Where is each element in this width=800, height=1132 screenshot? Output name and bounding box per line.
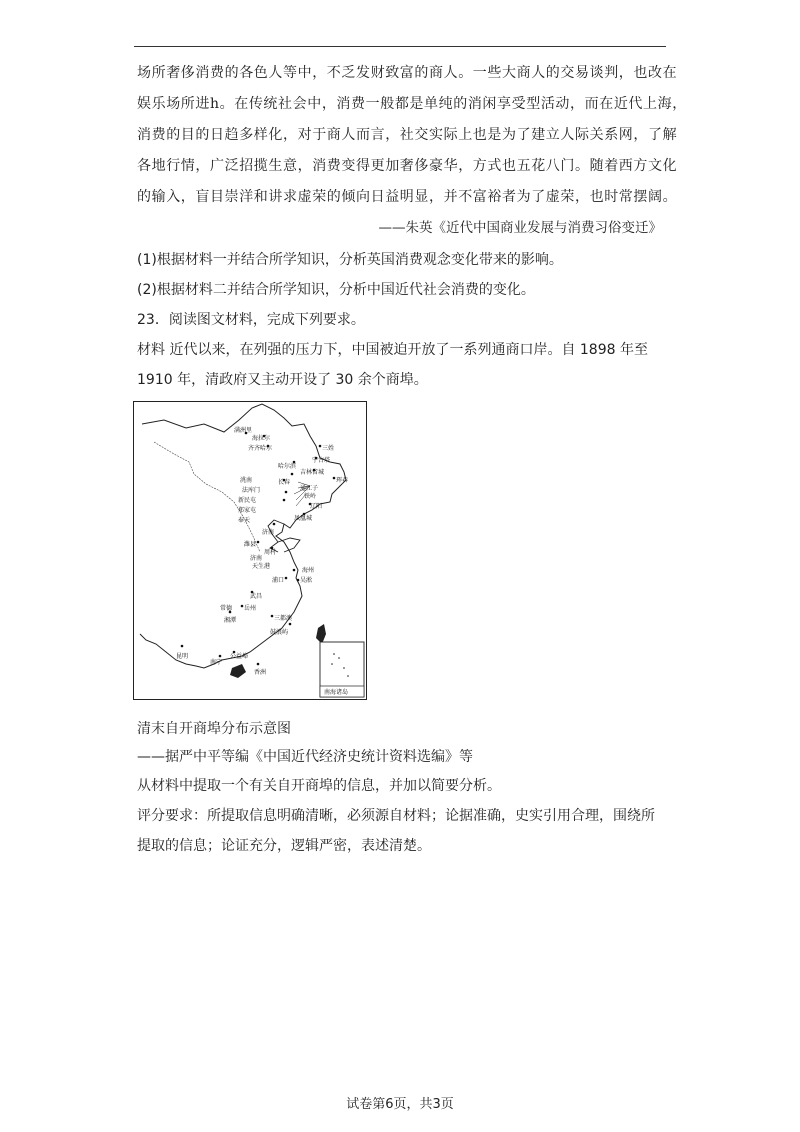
hainan-island [230, 664, 246, 678]
map-label: 济南 [262, 529, 275, 536]
map-label: 洮南 [240, 477, 253, 484]
map-label: 宁古塔 [312, 457, 331, 464]
question-2: (2)根据材料二并结合所学知识，分析中国近代社会消费的变化。 [137, 282, 535, 298]
map-label: 鼓浪屿 [270, 629, 289, 636]
map-label: 海拉尔 [252, 435, 271, 442]
map-label: 公益埠 [230, 653, 249, 660]
map-label: 三姓 [322, 445, 335, 452]
map-label: 郑家屯 [238, 507, 257, 514]
map-label: 辽阳 [310, 503, 323, 510]
commercial-ports-map [133, 401, 367, 700]
header-rule [134, 46, 666, 47]
material-line-2: 1910 年，清政府又主动开设了 30 余个商埠。 [137, 372, 428, 388]
scoring-line-2: 提取的信息；论证充分，逻辑严密，表述清楚。 [137, 838, 431, 854]
map-graphic [134, 402, 366, 699]
taiwan-island [316, 624, 326, 644]
map-label: 吴淞 [300, 577, 313, 584]
question-23-title: 23．阅读图文材料，完成下列要求。 [137, 312, 365, 328]
quote-source: ——朱英《近代中国商业发展与消费习俗变迁》 [378, 220, 662, 236]
map-label: 天生港 [252, 563, 271, 570]
map-label: 周村 [264, 549, 277, 556]
map-label: 香洲 [254, 669, 267, 676]
map-label: 济南 [250, 555, 263, 562]
map-label: 满洲里 [234, 427, 253, 434]
map-label: 齐齐哈尔 [248, 445, 273, 452]
map-label: 珲春 [336, 477, 349, 484]
map-label: 湘潭 [224, 617, 237, 624]
map-label: 新民屯 [238, 497, 257, 504]
task-instruction: 从材料中提取一个有关自开商埠的信息，并加以简要分析。 [137, 778, 501, 794]
quote-line-3: 消费的目的日趋多样化，对于商人而言，社交实际上也是为了建立人际关系网，了解 [137, 127, 678, 143]
map-label: 武昌 [250, 593, 263, 600]
page-footer: 试卷第6页，共3页 [346, 1097, 454, 1112]
map-label: 南宁 [210, 659, 223, 666]
map-label: 铁岭 [304, 493, 317, 500]
quote-line-1: 场所奢侈消费的各色人等中，不乏发财致富的商人。一些大商人的交易谈判，也改在 [137, 65, 678, 81]
scoring-line-1: 评分要求：所提取信息明确清晰，必须源自材料；论据准确，史实引用合理，围绕所 [137, 808, 655, 824]
map-label: 三都澳 [274, 615, 293, 622]
map-label: 岳州 [244, 605, 257, 612]
map-label: 凤凰城 [294, 515, 313, 522]
question-1: (1)根据材料一并结合所学知识，分析英国消费观念变化带来的影响。 [137, 252, 563, 268]
map-label: 哈尔滨 [278, 463, 297, 470]
china-outline [140, 404, 349, 668]
map-label: 昆明 [176, 653, 189, 660]
inset-label: 南海诸岛 [324, 689, 349, 696]
map-label: 浦口 [272, 577, 285, 584]
map-source: ——据严中平等编《中国近代经济史统计资料选编》等 [137, 749, 473, 765]
map-label: 奉天 [238, 517, 251, 524]
map-label: 潍县 [244, 541, 257, 548]
map-label: 常德 [220, 605, 233, 612]
map-label: 海州 [302, 567, 315, 574]
material-line-1: 材料 近代以来，在列强的压力下，中国被迫开放了一系列通商口岸。自 1898 年至 [137, 342, 648, 358]
map-caption: 清末自开商埠分布示意图 [137, 721, 291, 737]
map-label: 法库门 [242, 487, 261, 494]
quote-line-2: 娱乐场所进h。在传统社会中，消费一般都是单纯的消闲享受型活动，而在近代上海， [137, 96, 687, 112]
map-label: 通江子 [300, 485, 319, 492]
quote-line-4: 各地行情，广泛招揽生意，消费变得更加奢侈豪华，方式也五花八门。随着西方文化 [137, 158, 678, 174]
port-dots [181, 432, 336, 666]
quote-line-5: 的输入，盲目崇洋和讲求虚荣的倾向日益明显，并不富裕者为了虚荣，也时常摆阔。 [137, 189, 678, 205]
map-label: 长春 [278, 479, 291, 486]
map-label: 吉林省城 [300, 469, 325, 476]
